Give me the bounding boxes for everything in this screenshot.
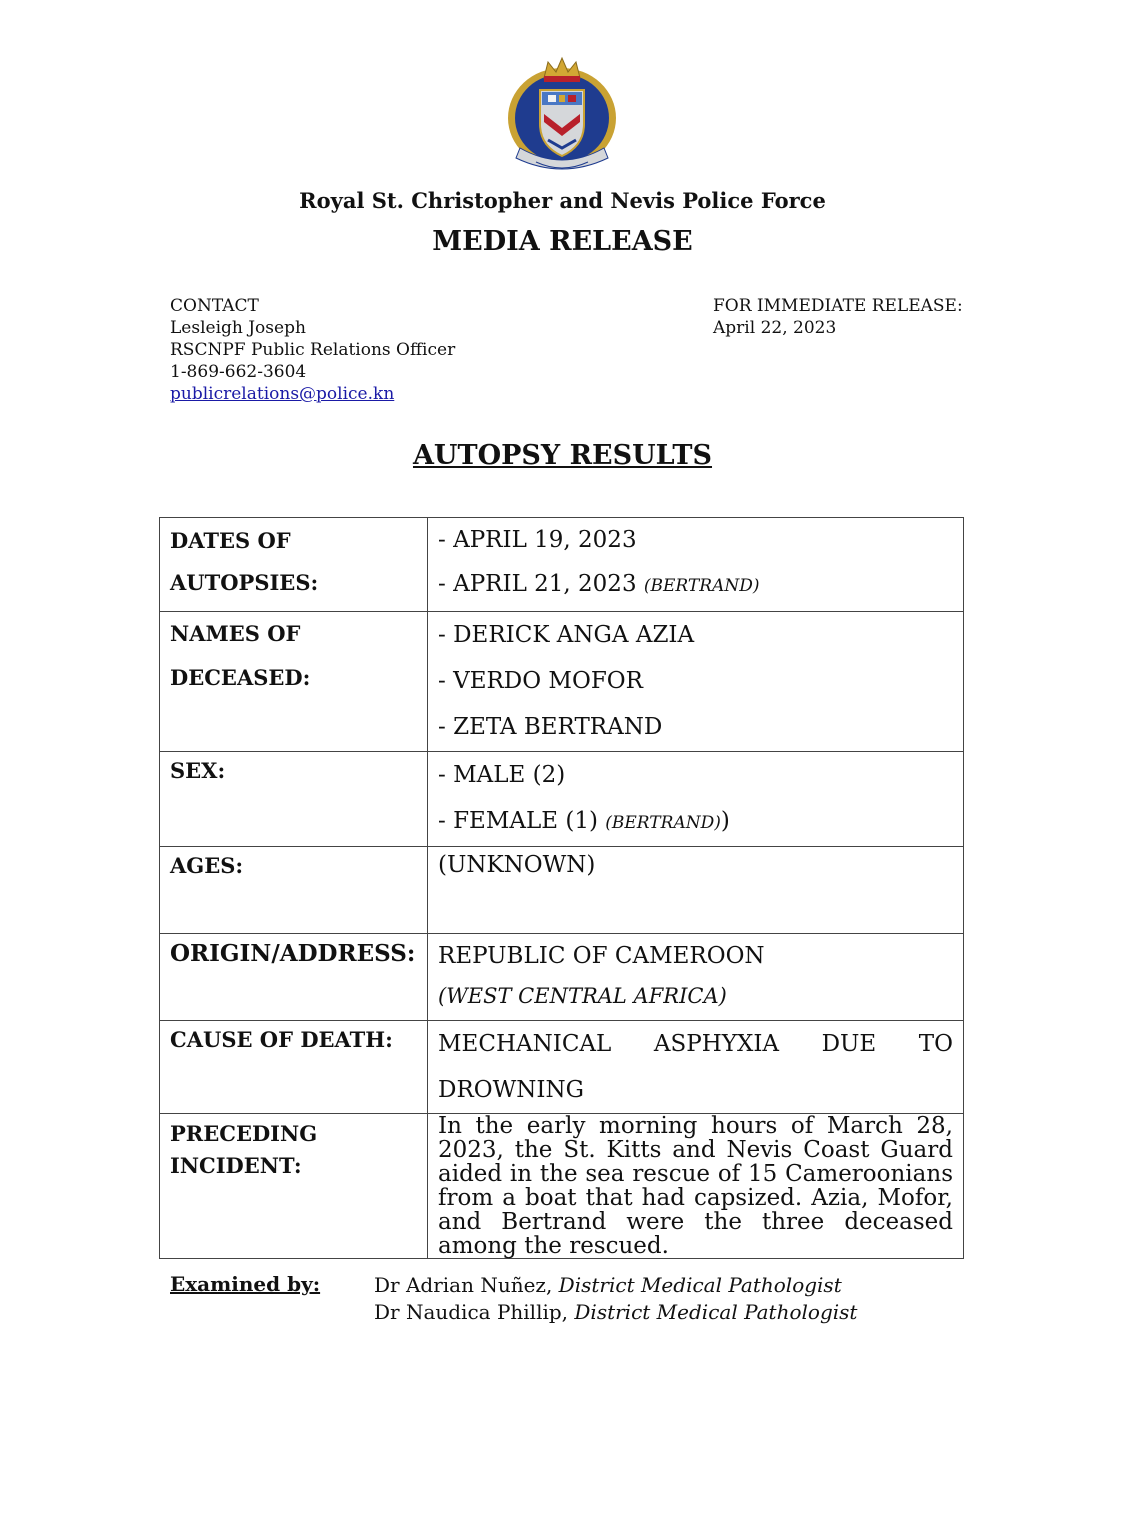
dates-label-line-1: DATES OF xyxy=(170,528,291,553)
release-label: FOR IMMEDIATE RELEASE: xyxy=(713,296,963,316)
examiners-list xyxy=(374,1272,857,1326)
sex-female-note: (BERTRAND) xyxy=(605,813,721,833)
deceased-name-2: - VERDO MOFOR xyxy=(438,668,643,694)
incident-value-cell xyxy=(428,1114,964,1259)
table-row-origin xyxy=(160,934,964,1021)
table-row-names xyxy=(160,612,964,752)
incident-label: PRECEDING INCIDENT: xyxy=(170,1121,318,1178)
dates-label-line-2: AUTOPSIES: xyxy=(170,570,319,595)
cause-value-cell xyxy=(428,1021,964,1114)
cause-line-1: MECHANICAL ASPHYXIA DUE TO xyxy=(438,1031,953,1057)
sex-value-cell: - MALE (2) - FEMALE (1) (BERTRAND)) xyxy=(428,752,964,847)
sex-female: - FEMALE (1) xyxy=(438,808,598,834)
incident-label-cell xyxy=(160,1114,428,1259)
examiner-2 xyxy=(374,1299,857,1326)
contact-role: RSCNPF Public Relations Officer xyxy=(170,340,456,360)
examined-by-label: Examined by: xyxy=(170,1272,321,1296)
ages-value-cell xyxy=(428,847,964,934)
deceased-name-3: - ZETA BERTRAND xyxy=(438,714,663,740)
organization-name: Royal St. Christopher and Nevis Police Force xyxy=(299,188,826,213)
examiner-1-name: Dr Adrian Nuñez, xyxy=(374,1273,553,1297)
origin-label-cell xyxy=(160,934,428,1021)
contact-phone: 1-869-662-3604 xyxy=(170,362,307,382)
names-label-line-1: NAMES OF xyxy=(170,621,301,646)
dates-label-cell xyxy=(160,518,428,612)
autopsy-date-1: - APRIL 19, 2023 xyxy=(438,527,637,553)
cause-label-cell xyxy=(160,1021,428,1114)
release-date: April 22, 2023 xyxy=(713,318,837,338)
contact-heading: CONTACT xyxy=(170,296,259,316)
ages-value: (UNKNOWN) xyxy=(438,852,596,878)
names-label-line-2: DECEASED: xyxy=(170,665,311,690)
examiner-2-title: District Medical Pathologist xyxy=(574,1300,858,1324)
table-row-cause xyxy=(160,1021,964,1114)
origin-value-cell xyxy=(428,934,964,1021)
sex-label-cell xyxy=(160,752,428,847)
autopsy-date-2-note: (BERTRAND) xyxy=(643,576,760,596)
dates-value-cell xyxy=(428,518,964,612)
cause-line-2: DROWNING xyxy=(438,1077,584,1103)
names-value-cell xyxy=(428,612,964,752)
examiner-1-title: District Medical Pathologist xyxy=(558,1273,842,1297)
origin-value: REPUBLIC OF CAMEROON xyxy=(438,943,765,969)
sex-male: - MALE (2) xyxy=(438,762,566,788)
ages-label: AGES: xyxy=(170,853,244,878)
names-label-cell xyxy=(160,612,428,752)
origin-note: (WEST CENTRAL AFRICA) xyxy=(438,984,727,1008)
cause-label: CAUSE OF DEATH: xyxy=(170,1027,393,1052)
autopsy-date-2: - APRIL 21, 2023 xyxy=(438,571,637,597)
media-release-heading: MEDIA RELEASE xyxy=(432,226,693,257)
release-info xyxy=(713,295,963,339)
table-row-dates xyxy=(160,518,964,612)
examiner-2-name: Dr Naudica Phillip, xyxy=(374,1300,569,1324)
ages-label-cell xyxy=(160,847,428,934)
origin-label: ORIGIN/ADDRESS: xyxy=(170,940,416,967)
deceased-name-1: - DERICK ANGA AZIA xyxy=(438,622,695,648)
incident-text: In the early morning hours of March 28, 2023, the St. Kitts and Nevis Coast Guard aided in the sea rescue of 15 Cameroonians from a boat that had capsized. Azia, Mofor, and Bertrand were the three deceased among the rescued. xyxy=(438,1113,953,1259)
contact-name: Lesleigh Joseph xyxy=(170,318,306,338)
contact-block xyxy=(170,295,455,405)
table-row-incident xyxy=(160,1114,964,1259)
table-row-sex xyxy=(160,752,964,847)
contact-email-link[interactable]: publicrelations@police.kn xyxy=(170,384,395,404)
examiner-1 xyxy=(374,1272,857,1299)
autopsy-results-table xyxy=(159,517,964,1259)
sex-label: SEX: xyxy=(170,758,226,783)
police-crest-emblem xyxy=(506,52,618,176)
document-title: AUTOPSY RESULTS xyxy=(412,440,713,471)
table-row-ages xyxy=(160,847,964,934)
